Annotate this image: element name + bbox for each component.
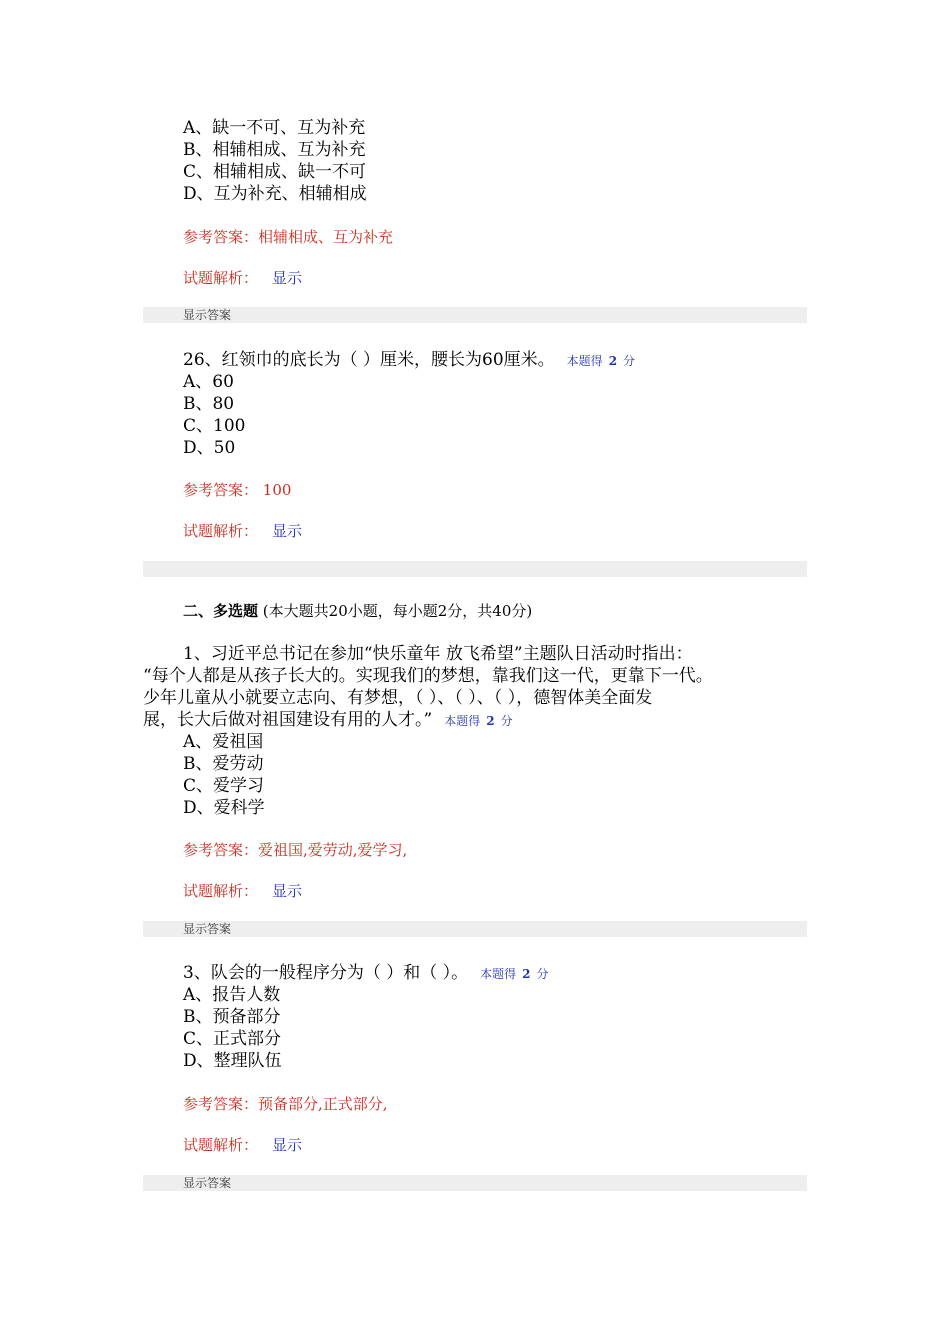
option-b: B、预备部分: [183, 1007, 281, 1027]
option-c: C、相辅相成、缺一不可: [183, 162, 367, 182]
show-analysis-link[interactable]: 显示: [272, 522, 303, 540]
analysis-row: [183, 1134, 302, 1156]
section-title: 二、多选题: [183, 602, 259, 620]
show-analysis-link[interactable]: 显示: [272, 269, 303, 287]
option-b: B、爱劳动: [183, 754, 264, 774]
reference-answer: [183, 839, 407, 861]
reference-answer: [183, 479, 291, 501]
answer-value: 100: [258, 481, 292, 499]
option-a: A、缺一不可、互为补充: [183, 118, 366, 138]
reference-answer: [183, 226, 393, 248]
option-b: B、80: [183, 394, 235, 414]
question-text: 26、红领巾的底长为（ ）厘米，腰长为60厘米。: [183, 350, 555, 370]
analysis-label: 试题解析：: [183, 1136, 259, 1154]
question-1-line-3: 少年儿童从小就要立志向、有梦想，（ ）、（ ）、（ ），德智体美全面发: [143, 688, 653, 708]
score-badge: 本题得 2 分: [444, 714, 513, 728]
answer-label: 参考答案：: [183, 228, 259, 246]
analysis-row: [183, 520, 302, 542]
analysis-label: 试题解析：: [183, 882, 259, 900]
show-analysis-link[interactable]: 显示: [272, 1136, 303, 1154]
question-text: 3、队会的一般程序分为（ ）和（ ）。: [183, 963, 469, 983]
option-c: C、爱学习: [183, 776, 265, 796]
answer-label: 参考答案：: [183, 481, 259, 499]
analysis-label: 试题解析：: [183, 269, 259, 287]
question-1-line-1: 1、习近平总书记在参加“快乐童年 放飞希望”主题队日活动时指出：: [183, 644, 693, 664]
question-3: [183, 962, 549, 985]
analysis-label: 试题解析：: [183, 522, 259, 540]
option-d: D、整理队伍: [183, 1051, 282, 1071]
question-1-line-2: “每个人都是从孩子长大的。实现我们的梦想，靠我们这一代，更靠下一代。: [143, 666, 713, 686]
analysis-row: [183, 267, 302, 289]
answer-label: 参考答案：: [183, 841, 259, 859]
section-divider-bar: [143, 561, 807, 577]
option-a: A、60: [183, 372, 234, 392]
show-answer-bar[interactable]: [143, 921, 807, 937]
show-answer-bar[interactable]: [143, 1175, 807, 1191]
answer-value: 预备部分,正式部分,: [258, 1095, 388, 1113]
question-1-line-4: [143, 709, 513, 732]
answer-value: 相辅相成、互为补充: [258, 228, 394, 246]
answer-label: 参考答案：: [183, 1095, 259, 1113]
show-answer-link[interactable]: 显示答案: [183, 308, 232, 322]
answer-value: 爱祖国,爱劳动,爱学习,: [258, 841, 408, 859]
show-answer-bar[interactable]: [143, 307, 807, 323]
show-analysis-link[interactable]: 显示: [272, 882, 303, 900]
show-answer-link[interactable]: 显示答案: [183, 922, 232, 936]
reference-answer: [183, 1093, 388, 1115]
question-text: 展，长大后做对祖国建设有用的人才。”: [143, 710, 433, 730]
score-badge: 本题得 2 分: [480, 967, 549, 981]
section-heading: [183, 600, 532, 622]
score-badge: 本题得 2 分: [566, 354, 636, 368]
option-a: A、爱祖国: [183, 732, 264, 752]
analysis-row: [183, 880, 302, 902]
show-answer-link[interactable]: 显示答案: [183, 1176, 232, 1190]
option-c: C、100: [183, 416, 246, 436]
question-26: [183, 349, 635, 372]
option-c: C、正式部分: [183, 1029, 282, 1049]
option-d: D、爱科学: [183, 798, 265, 818]
section-note: (本大题共20小题，每小题2分，共40分): [262, 602, 533, 620]
option-d: D、50: [183, 438, 236, 458]
option-a: A、报告人数: [183, 985, 281, 1005]
option-d: D、互为补充、相辅相成: [183, 184, 367, 204]
option-b: B、相辅相成、互为补充: [183, 140, 366, 160]
